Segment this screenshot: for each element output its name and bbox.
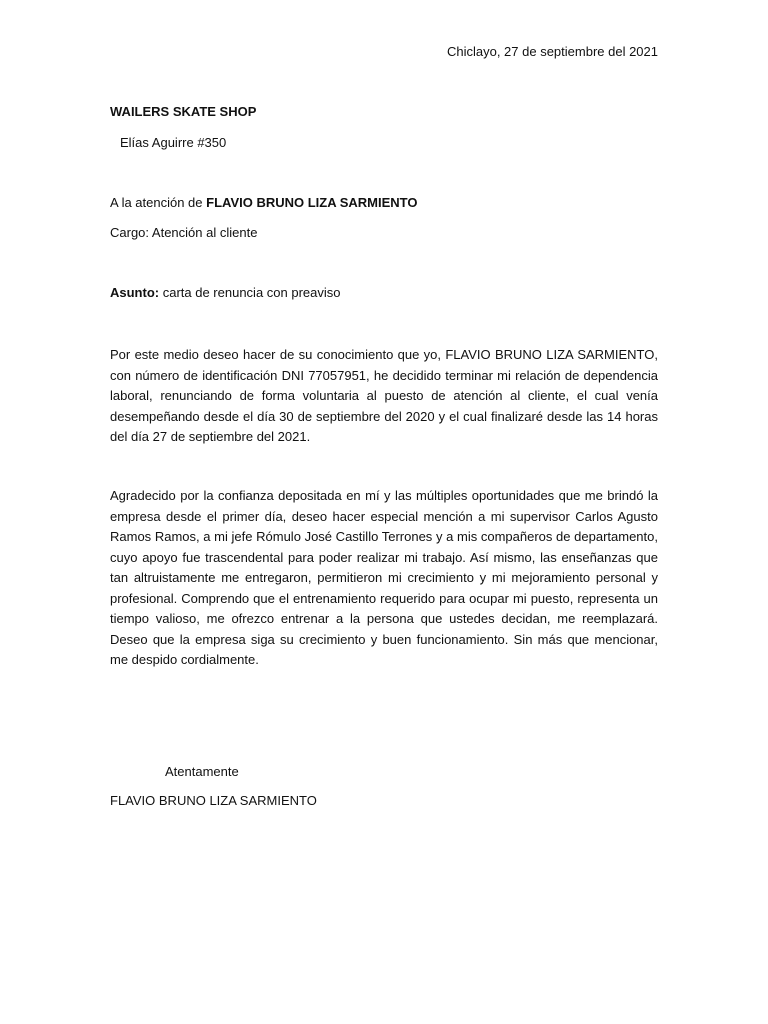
company-name: WAILERS SKATE SHOP: [110, 104, 257, 119]
cargo-line: Cargo: Atención al cliente: [110, 225, 258, 240]
signature-name: FLAVIO BRUNO LIZA SARMIENTO: [110, 793, 317, 808]
attention-line: [110, 193, 418, 213]
body-paragraph-1: Por este medio deseo hacer de su conocimiento que yo, FLAVIO BRUNO LIZA SARMIENTO, con número de identificación DNI 77057951, he decidido terminar mi relación de dependencia laboral, renunciando de forma voluntaria al puesto de atención al cliente, el cual venía desempeñando desde el día 30 de septiembre del 2020 y el cual finalizaré desde las 14 horas del día 27 de septiembre del 2021.: [110, 347, 658, 444]
subject-line: [110, 283, 341, 303]
subject-text: carta de renuncia con preaviso: [159, 285, 341, 300]
attention-prefix: A la atención de: [110, 195, 207, 210]
subject-label: Asunto:: [110, 285, 160, 300]
date-line: Chiclayo, 27 de septiembre del 2021: [446, 44, 658, 59]
company-address: Elías Aguirre #350: [120, 135, 227, 150]
body-paragraph-2: Agradecido por la confianza depositada en mí y las múltiples oportunidades que me brindó la empresa desde el primer día, deseo hacer especial mención a mi supervisor Carlos Agusto Ramos Ramos, a mi jefe Rómulo José Castillo Terrones y a mis compañeros de departamento, cuyo apoyo fue trascendental para poder realizar mi trabajo. Así mismo, las enseñanzas que tan altruistamente me entregaron, permitieron mi crecimiento y mi mejoramiento personal y profesional. Comprendo que el entrenamiento requerido para ocupar mi puesto, representa un tiempo valioso, me ofrezco entrenar a la persona que ustedes decidan, me reemplazará. Deseo que la empresa siga su crecimiento y buen funcionamiento. Sin más que mencionar, me despido cordialmente.: [110, 488, 658, 667]
attention-name: FLAVIO BRUNO LIZA SARMIENTO: [206, 195, 418, 210]
closing-salutation: Atentamente: [165, 764, 239, 779]
